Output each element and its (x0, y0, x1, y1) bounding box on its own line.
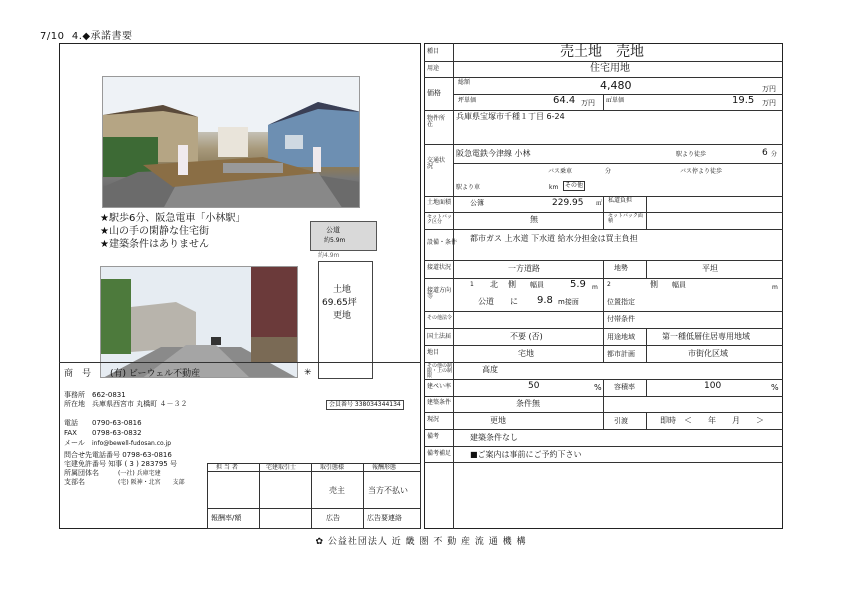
fax-label: FAX (64, 429, 77, 437)
member-number-stamp: 会員番号 338034344134 (326, 400, 404, 410)
label-location: 物件所在 (427, 115, 446, 128)
zoning-label: 用途地域 (607, 333, 635, 341)
bus-walk-label: バス停より徒歩 (680, 168, 723, 175)
m2-unit: 万円 (762, 99, 776, 107)
highlight-2: ★山の手の閑静な住宅街 (100, 226, 209, 237)
build-cond-label: 付帯条件 (607, 315, 635, 323)
city-plan-label: 都市計画 (607, 350, 635, 358)
train-line: 阪急電鉄今津線 小林 (456, 149, 531, 158)
label-other-law: その他法令 (427, 315, 453, 321)
association-name: (一社) 兵庫宅建 (118, 470, 161, 477)
logo-icon: ✿ (315, 537, 328, 547)
grid-ad-contact: 広告要連絡 (367, 514, 402, 522)
position-label: 位置指定 (607, 298, 635, 306)
road-type: 一方道路 (508, 264, 540, 273)
footer: ✿ 公益社団法人 近 畿 圏 不 動 産 流 通 機 構 (315, 537, 527, 547)
other-label: その他 (565, 182, 584, 189)
road-width-unit-2: m (772, 284, 778, 291)
map-road-label: 公道 (326, 226, 340, 234)
page-header: 7/10 4.◆承諾書要 (40, 31, 133, 42)
address-label: 所在地 (64, 400, 85, 408)
compass-icon: ✳ (304, 368, 312, 378)
far-pct: % (771, 383, 779, 392)
office-address: 兵庫県西宮市 丸橋町 ４－３２ (92, 400, 188, 408)
tsubo-price: 64.4 (553, 95, 576, 106)
property-location: 兵庫県宝塚市千種１丁目 6-24 (456, 112, 565, 121)
bus-label: バス乗車 (548, 168, 573, 175)
walk-minutes: 6 (762, 148, 768, 158)
label-remarks: 備考 (427, 433, 440, 440)
m2-label: ㎡単価 (606, 97, 625, 104)
office-zip: 662-0831 (92, 391, 126, 399)
branch-name: (宅) 阪神・北宮 支部 (118, 479, 185, 486)
terrain-label: 地勢 (614, 264, 628, 272)
label-other-restrict: その他の制限・上の制限 (427, 363, 453, 379)
tel-label: 電話 (64, 419, 78, 427)
label-current: 現況 (427, 416, 440, 423)
facility-value: 都市ガス 上水道 下水道 給水分担金は買主負担 (470, 234, 638, 243)
grid-header-fee: 報酬形態 (372, 464, 397, 471)
m2-price: 19.5 (732, 95, 755, 106)
grid-header-broker: 宅建取引士 (266, 464, 297, 471)
height-restrict: 高度 (482, 365, 498, 374)
road-side: 側 (508, 280, 516, 289)
public-road: 公道 (478, 297, 494, 306)
grid-ad: 広告 (326, 514, 340, 522)
association-label: 所属団体名 (64, 469, 99, 477)
label-build-cond: 建築条件 (427, 399, 452, 406)
label-road-dir: 接道方向等 (427, 287, 452, 300)
remarks-value: 建築条件なし (470, 433, 518, 442)
coverage-value: 50 (528, 381, 540, 391)
inquiry-tel: 問合せ先電話番号 0798-63-0816 (64, 451, 172, 459)
property-use: 住宅用地 (590, 63, 630, 74)
grid-value-mode: 売主 (329, 486, 345, 495)
label-price: 価格 (427, 89, 441, 97)
label-land-cat: 地目 (427, 349, 440, 356)
grid-header-mode: 取引態様 (320, 464, 345, 471)
setback-value: 無 (530, 215, 538, 224)
label-type: 種目 (427, 48, 440, 55)
road-width-value: 5.9 (570, 279, 586, 290)
land-category: 宅地 (518, 349, 534, 358)
far-label: 容積率 (614, 383, 635, 391)
terrain-value: 平坦 (702, 264, 718, 273)
fax-value: 0798-63-0832 (92, 429, 142, 437)
price-sub-label: 総額 (458, 79, 471, 86)
road-num-1: 1 (470, 281, 474, 288)
mail-label: メール (64, 439, 85, 447)
notes-value: ■ご案内は事前にご予約下さい (470, 450, 582, 459)
highlight-3: ★建築条件はありません (100, 239, 209, 250)
mail-value: info@bewell-fudosan.co.jp (92, 440, 172, 447)
frontage-unit: m接面 (558, 298, 579, 306)
city-plan-value: 市街化区域 (688, 349, 728, 358)
tsubo-unit: 万円 (581, 99, 595, 107)
coverage-pct: % (594, 383, 602, 392)
map-road-width: 約5.9m (324, 237, 346, 244)
current-state: 更地 (490, 416, 506, 425)
license-number: 宅建免許番号 知事 ( 3 ) 283795 号 (64, 460, 177, 468)
car-label: 駅より車 (456, 184, 481, 191)
handover-label: 引渡 (614, 417, 628, 425)
area-kind: 公簿 (470, 199, 484, 207)
car-unit: km (549, 184, 559, 191)
grid-fee-rate: 報酬率/額 (211, 514, 242, 522)
price-total: 4,480 (600, 79, 632, 92)
office-label: 事務所 (64, 391, 85, 399)
street-photo-top (102, 76, 360, 208)
grid-header-agent: 担 当 者 (216, 464, 238, 471)
road-width-label-2: 幅員 (672, 281, 686, 289)
nation-value: 不要 (否) (510, 332, 543, 341)
frontage-value: 9.8 (537, 295, 553, 306)
tel-value: 0790-63-0816 (92, 419, 142, 427)
handover-value: 即時 ＜ 年 月 ＞ (660, 416, 764, 425)
label-coverage: 建ぺい率 (427, 383, 452, 390)
map-lot-status: 更地 (333, 311, 352, 321)
bus-minutes: 分 (605, 168, 612, 175)
company-name: (有) ビーウェル不動産 (110, 369, 201, 379)
private-road-label: 私道負担 (608, 197, 633, 204)
label-setback: セットバック区分 (427, 214, 452, 225)
road-width-unit: m (592, 284, 598, 291)
price-unit: 万円 (762, 85, 776, 93)
branch-label: 支部名 (64, 478, 85, 486)
highlight-1: ★駅歩6分、阪急電車「小林駅」 (100, 213, 246, 224)
company-label: 商 号 (64, 369, 92, 379)
setback-area-label: セットバック面積 (608, 213, 643, 224)
frontage-ni: に (510, 297, 518, 306)
walk-label: 駅より徒歩 (676, 151, 707, 158)
label-area: 土地面積 (427, 199, 452, 206)
zoning-value: 第一種低層住居専用地域 (662, 332, 750, 341)
photo-illustration (103, 77, 360, 208)
label-notes: 備考補足 (427, 450, 452, 457)
far-value: 100 (704, 381, 722, 391)
property-type: 売土地 売地 (560, 44, 644, 60)
walk-unit: 分 (771, 151, 778, 158)
land-area: 229.95 (552, 198, 584, 208)
road-width-label: 幅員 (530, 281, 544, 289)
map-side-width: 約4.9m (318, 252, 340, 259)
label-traffic: 交通状況 (427, 157, 446, 170)
road-num-2: 2 (607, 281, 611, 288)
map-lot-text: 土地 (333, 285, 352, 295)
road-direction: 北 (490, 280, 498, 289)
road-side-2: 側 (650, 280, 658, 289)
grid-value-fee: 当方不払い (368, 486, 408, 495)
label-facility: 設備・条件 (427, 239, 458, 246)
tsubo-label: 坪単価 (458, 97, 477, 104)
build-cond-value: 条件無 (516, 399, 540, 408)
label-use: 用途 (427, 65, 440, 72)
area-unit: ㎡ (596, 200, 603, 207)
label-road: 接道状況 (427, 264, 452, 271)
label-nation: 国土法届 (427, 333, 452, 340)
map-lot-area: 69.65坪 (322, 298, 357, 308)
